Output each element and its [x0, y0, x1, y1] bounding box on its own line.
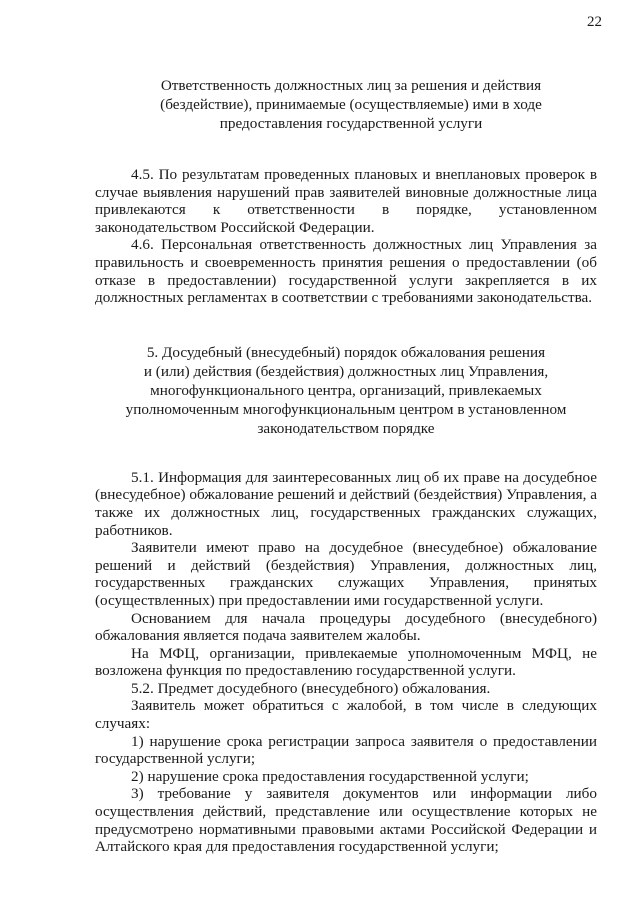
paragraph-appeal-right: Заявители имеют право на досудебное (внесудебное) обжалование решений и действий (бездействия) Управления, должностных лиц, государственных гражданских служащих Управления, принятых (осуществленных) при предоставлении ими государственной услуги. [95, 539, 597, 609]
heading-line: и (или) действия (бездействия) должностных лиц Управления, [143, 362, 549, 380]
document-body [95, 76, 597, 856]
paragraph-4-5: 4.5. По результатам проведенных плановых и внеплановых проверок в случае выявления нарушений прав заявителей виновные должностные лица привлекаются к ответственности в порядке, установленном законодательством Российской Федерации. [95, 166, 597, 236]
heading-line: многофункционального центра, организаций, привлекаемых [150, 381, 542, 399]
paragraph-complaint-cases: Заявитель может обратиться с жалобой, в том числе в следующих случаях: [95, 697, 597, 733]
list-item-1: 1) нарушение срока регистрации запроса заявителя о предоставлении государственной услуги; [95, 732, 597, 768]
heading-line: 5. Досудебный (внесудебный) порядок обжалования решения [146, 343, 546, 361]
section-5-paragraphs [95, 469, 597, 856]
paragraph-appeal-basis: Основанием для начала процедуры досудебного (внесудебного) обжалования является подача заявителем жалобы. [95, 609, 597, 645]
heading-line: предоставления государственной услуги [219, 115, 483, 132]
section-4-paragraphs [95, 166, 597, 307]
section-4-heading [105, 76, 597, 133]
heading-line: Ответственность должностных лиц за решения и действия [160, 77, 542, 94]
paragraph-5-1: 5.1. Информация для заинтересованных лиц об их праве на досудебное (внесудебное) обжалование решений и действий (бездействия) Управления, а также их должностных лиц, государственных гражданских служащих, работников. [95, 468, 597, 539]
paragraph-4-6: 4.6. Персональная ответственность должностных лиц Управления за правильность и своевременность принятия решения о предоставлении (об отказе в предоставлении) государственной услуги закрепляется в их должностных регламентах в соответствии с требованиями законодательства. [95, 236, 597, 307]
paragraph-mfc-note: На МФЦ, организации, привлекаемые уполномоченным МФЦ, не возложена функция по предоставлению государственной услуги. [95, 644, 597, 680]
heading-line: (бездействие), принимаемые (осуществляемые) ими в ходе [160, 96, 542, 113]
paragraph-5-2: 5.2. Предмет досудебного (внесудебного) обжалования. [131, 679, 491, 697]
heading-line: законодательством порядке [257, 419, 435, 437]
heading-line: уполномоченным многофункциональным центром в установленном [125, 400, 567, 418]
section-5-heading [95, 343, 597, 438]
page-number: 22 [587, 14, 602, 30]
list-item-2: 2) нарушение срока предоставления государственной услуги; [131, 767, 529, 785]
list-item-3: 3) требование у заявителя документов или информации либо осуществления действий, представление или осуществление которых не предусмотрено нормативными правовыми актами Российской Федерации и Алтайского края для предоставления государственной услуги; [95, 785, 597, 856]
